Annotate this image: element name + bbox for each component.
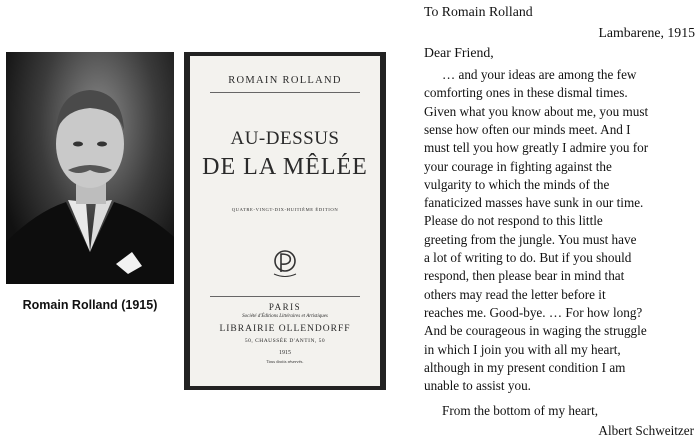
- letter-body-line: in which I join you with all my heart,: [424, 341, 621, 357]
- cover-publisher: LIBRAIRIE OLLENDORFF: [219, 324, 351, 334]
- cover-title-line2: DE LA MÊLÉE: [202, 154, 368, 180]
- cover-rights: Tous droits réservés.: [266, 359, 304, 364]
- letter-body-line: respond, then please bear in mind that: [424, 268, 625, 284]
- letter-body-line: comforting ones in these dismal times.: [424, 85, 628, 101]
- portrait-photo: [6, 52, 174, 284]
- cover-rule-top: [210, 92, 360, 93]
- book-cover: [184, 52, 386, 390]
- letter-body-line: Given what you know about me, you must: [424, 103, 649, 119]
- letter-body-line: a lot of writing to do. But if you should: [424, 250, 632, 265]
- letter-body-line: Please do not respond to this little: [424, 213, 603, 229]
- letter-signature: Albert Schweitzer: [598, 423, 694, 438]
- cover-title-line1: AU-DESSUS: [230, 128, 340, 149]
- cover-rule-bottom: [210, 296, 360, 297]
- cover-society: Société d'Éditions Littéraires et Artistiques: [242, 314, 328, 319]
- letter-body-line: others may read the letter before it: [424, 286, 606, 302]
- portrait-caption: Romain Rolland (1915): [22, 298, 158, 312]
- publisher-monogram-icon: [268, 246, 302, 280]
- letter-body-line: sense how often our minds meet. And I: [424, 121, 631, 137]
- portrait-illustration: [6, 52, 174, 284]
- letter-salutation: Dear Friend,: [424, 45, 494, 60]
- letter-body-line: … and your ideas are among the few: [442, 67, 637, 82]
- cover-year: 1915: [279, 350, 291, 356]
- letter-body-line: vulgarity to which the minds of the: [424, 176, 610, 192]
- letter-recipient: To Romain Rolland: [424, 4, 533, 19]
- letter-body-line: unable to assist you.: [424, 378, 531, 394]
- letter-closing: From the bottom of my heart,: [442, 403, 599, 418]
- letter-body-line: your courage in fighting against the: [424, 158, 612, 174]
- cover-city: PARIS: [268, 302, 302, 312]
- cover-author: ROMAIN ROLLAND: [228, 75, 342, 86]
- book-cover-page: [190, 56, 380, 386]
- cover-address: 50, CHAUSSÉE D'ANTIN, 50: [244, 338, 326, 344]
- letter-body-line: although in my present condition I am: [424, 359, 626, 375]
- letter-body-line: fanaticized masses have sunk in our time.: [424, 195, 644, 211]
- letter-body-line: greeting from the jungle. You must have: [424, 231, 637, 247]
- cover-edition: QUATRE-VINGT-DIX-HUITIÈME ÉDITION: [231, 207, 339, 212]
- letter-body-line: And be courageous in waging the struggle: [424, 323, 647, 339]
- letter-body-line: reaches me. Good-bye. … For how long?: [424, 304, 643, 320]
- letter-body-line: must tell you how greatly I admire you for: [424, 140, 649, 156]
- letter-place-date: Lambarene, 1915: [598, 25, 695, 40]
